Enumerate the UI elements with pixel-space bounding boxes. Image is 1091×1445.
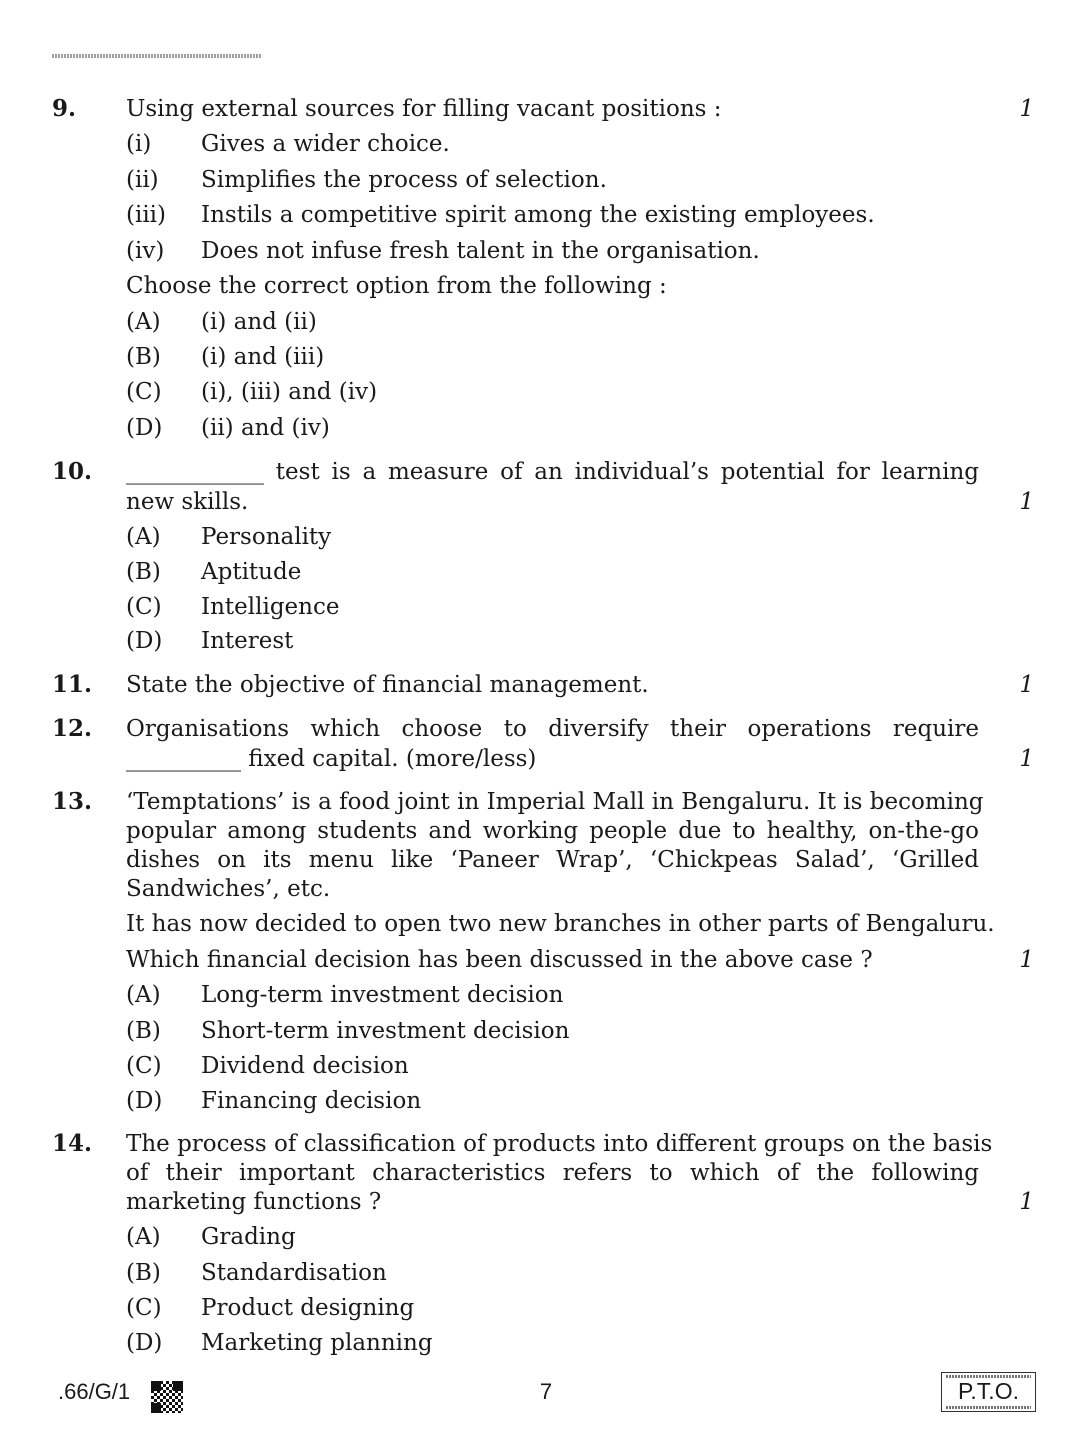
security-microtext — [52, 54, 262, 58]
question-line — [0, 1158, 1091, 1188]
question-text: of their important characteristics refers to which of the following — [126, 1160, 979, 1186]
pto-box: P.T.O. — [941, 1372, 1036, 1412]
question-text: Which financial decision has been discussed in the above case ? — [126, 947, 873, 973]
option-text: Product designing — [201, 1295, 415, 1321]
option-letter: (C) — [126, 1053, 162, 1079]
question-text: ‘Temptations’ is a food joint in Imperial Mall in Bengaluru. It is becoming — [126, 789, 984, 815]
question-line — [0, 94, 1091, 124]
option-letter: (A) — [126, 524, 161, 550]
option — [0, 413, 1091, 443]
option — [0, 1051, 1091, 1081]
option-letter: (B) — [126, 559, 161, 585]
option — [0, 1086, 1091, 1116]
question-line — [0, 457, 1091, 487]
option-text: (ii) and (iv) — [201, 415, 330, 441]
question-line — [0, 816, 1091, 846]
question-text: new skills. — [126, 489, 249, 515]
question-number: 11. — [52, 671, 93, 698]
option-letter: (D) — [126, 1330, 163, 1356]
question-text: dishes on its menu like ‘Paneer Wrap’, ‘Chickpeas Salad’, ‘Grilled — [126, 847, 979, 873]
option-letter: (A) — [126, 982, 161, 1008]
question-line — [0, 1187, 1091, 1217]
statement-text: Gives a wider choice. — [201, 131, 450, 157]
statement — [0, 165, 1091, 195]
statement-numeral: (iv) — [126, 238, 165, 264]
marks: 1 — [1019, 947, 1034, 973]
option — [0, 1016, 1091, 1046]
option — [0, 307, 1091, 337]
marks: 1 — [1019, 1189, 1034, 1215]
question-line — [0, 787, 1091, 817]
option — [0, 1293, 1091, 1323]
question-line — [0, 714, 1091, 744]
option-text: Marketing planning — [201, 1330, 433, 1356]
page-number: 7 — [539, 1379, 553, 1404]
option — [0, 1222, 1091, 1252]
question-text: It has now decided to open two new branches in other parts of Bengaluru. — [126, 911, 995, 937]
question-line — [0, 1129, 1091, 1159]
question-line — [0, 874, 1091, 904]
question-number: 12. — [52, 715, 93, 742]
question-line — [0, 670, 1091, 700]
option-text: Personality — [201, 524, 332, 550]
option-text: Grading — [201, 1224, 296, 1250]
option — [0, 342, 1091, 372]
question-line — [0, 909, 1091, 939]
marks: 1 — [1019, 672, 1034, 698]
question-line — [0, 487, 1091, 517]
question-text: ____________ test is a measure of an individual’s potential for learning — [126, 459, 979, 485]
option-letter: (A) — [126, 309, 161, 335]
option — [0, 1328, 1091, 1358]
paper-code: .66/G/1 — [58, 1379, 131, 1404]
option-letter: (D) — [126, 628, 163, 654]
statement-text: Simplifies the process of selection. — [201, 167, 607, 193]
option-letter: (D) — [126, 415, 163, 441]
option-text: Intelligence — [201, 594, 340, 620]
option — [0, 377, 1091, 407]
option-letter: (A) — [126, 1224, 161, 1250]
option-text: Standardisation — [201, 1260, 387, 1286]
option-letter: (D) — [126, 1088, 163, 1114]
marks: 1 — [1019, 489, 1034, 515]
marks: 1 — [1019, 96, 1034, 122]
option — [0, 626, 1091, 656]
question-text: Organisations which choose to diversify their operations require — [126, 716, 979, 742]
question-text: popular among students and working people due to healthy, on-the-go — [126, 818, 979, 844]
option-letter: (C) — [126, 379, 162, 405]
prompt-text: Choose the correct option from the following : — [126, 273, 667, 299]
option — [0, 557, 1091, 587]
qr-code-icon — [151, 1381, 183, 1413]
statement-text: Instils a competitive spirit among the existing employees. — [201, 202, 875, 228]
statement-numeral: (ii) — [126, 167, 159, 193]
question-text: marketing functions ? — [126, 1189, 382, 1215]
statement-text: Does not infuse fresh talent in the organisation. — [201, 238, 760, 264]
option-letter: (C) — [126, 594, 162, 620]
option-text: Dividend decision — [201, 1053, 409, 1079]
statement-numeral: (i) — [126, 131, 152, 157]
option-text: Aptitude — [201, 559, 302, 585]
question-line — [0, 845, 1091, 875]
question-number: 9. — [52, 95, 77, 122]
option-text: Financing decision — [201, 1088, 422, 1114]
question-line — [0, 744, 1091, 774]
option-text: Long-term investment decision — [201, 982, 564, 1008]
option-letter: (C) — [126, 1295, 162, 1321]
question-text: The process of classification of products into different groups on the basis — [126, 1131, 993, 1157]
option-text: Interest — [201, 628, 294, 654]
marks: 1 — [1019, 746, 1034, 772]
question-text: Using external sources for filling vacant positions : — [126, 96, 722, 122]
question-number: 13. — [52, 788, 93, 815]
option-letter: (B) — [126, 1018, 161, 1044]
question-number: 14. — [52, 1130, 93, 1157]
question-text: __________ fixed capital. (more/less) — [126, 746, 537, 772]
option — [0, 592, 1091, 622]
question-text: State the objective of financial management. — [126, 672, 649, 698]
option-text: (i), (iii) and (iv) — [201, 379, 378, 405]
option-letter: (B) — [126, 344, 161, 370]
question-number: 10. — [52, 458, 93, 485]
statement — [0, 129, 1091, 159]
choose-prompt — [0, 271, 1091, 301]
option-text: Short-term investment decision — [201, 1018, 570, 1044]
option — [0, 522, 1091, 552]
statement — [0, 236, 1091, 266]
option-text: (i) and (iii) — [201, 344, 325, 370]
statement — [0, 200, 1091, 230]
option — [0, 980, 1091, 1010]
question-line — [0, 945, 1091, 975]
option — [0, 1258, 1091, 1288]
question-text: Sandwiches’, etc. — [126, 876, 331, 902]
option-letter: (B) — [126, 1260, 161, 1286]
option-text: (i) and (ii) — [201, 309, 317, 335]
statement-numeral: (iii) — [126, 202, 167, 228]
